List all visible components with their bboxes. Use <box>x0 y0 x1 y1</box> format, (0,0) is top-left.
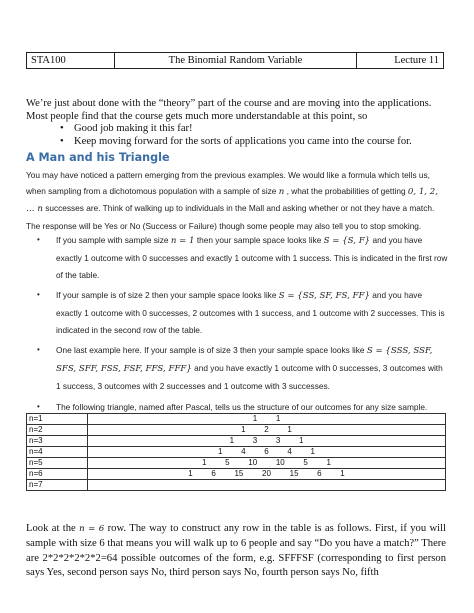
row-label: n=7 <box>27 480 88 491</box>
example-item-1: • If you sample with sample size n = 1 then your sample space looks like S = {S, F} and you have exactly 1 outcome with 0 successes and exactly 1 outcome with 1 success. This is indicated in the first row of the table. <box>26 232 448 284</box>
table-row <box>27 480 446 491</box>
table-row <box>27 447 446 458</box>
row-values: 1 6 15 20 15 6 1 <box>88 469 446 480</box>
closing-paragraph: Look at the n = 6 row. The way to construct any row in the table is as follows. First, if you will sample with size 6 that means you will walk up to 6 people and say “Do you have a match?” There are 2*2*2*2*2*2=64 possible outcomes of the form, e.g. SFFFSF (corresponding to first person says Yes, second person says No, third person says No, fourth person says No, fifth <box>26 523 446 579</box>
row-label: n=3 <box>27 436 88 447</box>
table-row <box>27 458 446 469</box>
lecture-number: Lecture 11 <box>394 55 439 66</box>
intro-line-1: We’re just about done with the “theory” part of the course and are moving into the applications. <box>26 98 432 109</box>
bullet-icon: • <box>37 290 40 300</box>
intro-list-item: • Keep moving forward for the sorts of applications you came into the course for. <box>60 135 412 147</box>
bullet-icon: • <box>37 401 40 411</box>
table-row <box>27 414 446 425</box>
section-paragraph: You may have noticed a pattern emerging from the previous examples. We would like a formula which tells us, when sampling from a dichotomous population with a sample of size n , what the probabilities of getting 0, 1, 2, … n successes are. Think of walking up to individuals in the Mall and asking whether or not they have a match. The response will be Yes or No (Success or Failure) though some people may also tell you to stop smoking. <box>26 170 438 231</box>
row-values: 1 5 10 10 5 1 <box>88 458 446 469</box>
table-row <box>27 436 446 447</box>
math-n: n <box>278 187 285 198</box>
header-table <box>26 52 444 69</box>
table-row <box>27 469 446 480</box>
intro-line-2: Most people find that the course gets much more understandable at this point, so <box>26 110 368 122</box>
row-values: 1 1 <box>88 414 446 425</box>
course-code: STA100 <box>27 53 115 68</box>
row-values <box>88 480 446 491</box>
row-label: n=1 <box>27 414 88 425</box>
intro-block <box>26 98 446 148</box>
intro-list <box>26 123 446 148</box>
lecture-title: The Binomial Random Variable <box>115 53 357 68</box>
bullet-icon: • <box>60 135 64 147</box>
bullet-icon: • <box>37 345 40 355</box>
bullet-icon: • <box>37 235 40 244</box>
row-values: 1 3 3 1 <box>88 436 446 447</box>
table-row <box>27 425 446 436</box>
example-item-2: • If your sample is of size 2 then your sample space looks like S = {SS, SF, FS, FF} and you have exactly 1 outcome with 0 successes, 2 outcomes with 1 success, and 1 outcome with 2 successes. This is indicated in the second row of the table. <box>26 287 448 339</box>
row-values: 1 4 6 4 1 <box>88 447 446 458</box>
row-label: n=6 <box>27 469 88 480</box>
math-range: 0, 1, 2, … n <box>26 187 438 215</box>
bullet-icon: • <box>60 123 64 135</box>
row-label: n=5 <box>27 458 88 469</box>
section-heading: A Man and his Triangle <box>26 151 170 164</box>
example-item-4: • The following triangle, named after Pascal, tells us the structure of our outcomes for any size sample. <box>26 399 448 416</box>
row-label: n=4 <box>27 447 88 458</box>
example-list <box>26 232 448 419</box>
row-values: 1 2 1 <box>88 425 446 436</box>
example-item-3: • One last example here. If your sample is of size 3 then your sample space looks like S = {SSS, SSF, SFS, SFF, FSS, FSF, FFS, FFF} and you have exactly 1 outcome with 0 successes, 3 outcomes with 1 success, 3 outcomes with 2 successes and 1 outcome with 3 successes. <box>26 342 448 395</box>
row-label: n=2 <box>27 425 88 436</box>
intro-list-item: • Good job making it this far! <box>60 123 193 135</box>
pascal-triangle-table <box>26 413 446 491</box>
